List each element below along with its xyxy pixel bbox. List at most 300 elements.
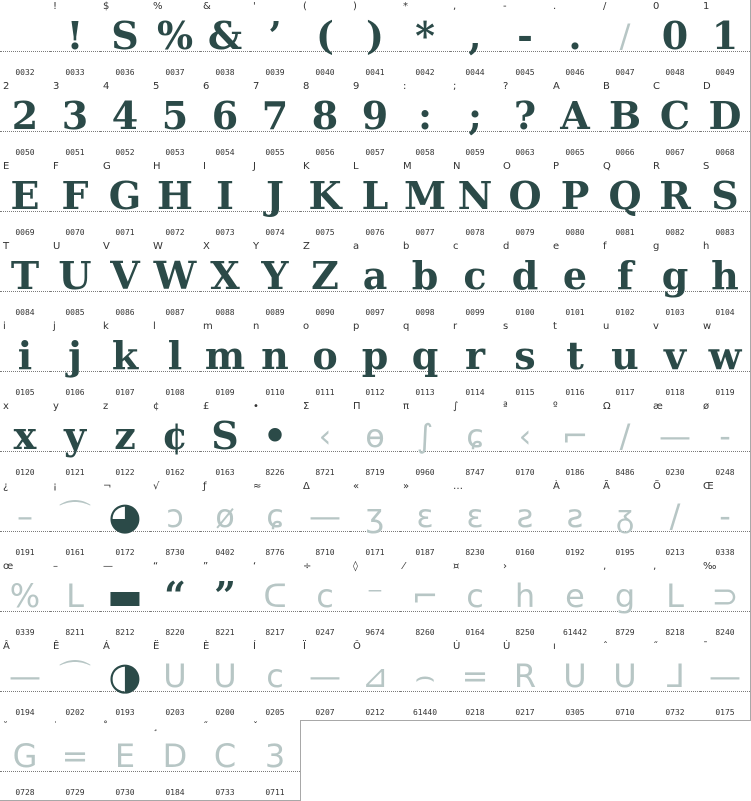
glyph-cell[interactable] [100, 160, 151, 241]
glyph-code-label: 0109 [215, 388, 235, 397]
glyph-code-label: 0960 [415, 468, 435, 477]
glyph-sample: f [616, 253, 634, 298]
glyph-cell[interactable] [0, 0, 51, 81]
glyph-character-label: ) [353, 1, 357, 12]
glyph-cell[interactable] [600, 480, 651, 561]
glyph-code-label: 0163 [215, 468, 235, 477]
glyph-sample: m [204, 333, 246, 378]
glyph-character-label: Â [3, 641, 10, 652]
glyph-code-label: 8250 [515, 628, 535, 637]
glyph-sample: : [417, 93, 433, 138]
glyph-cell[interactable] [650, 240, 701, 321]
glyph-cell[interactable] [350, 480, 401, 561]
glyph-character-label: ! [53, 1, 58, 12]
glyph-cell[interactable] [650, 480, 701, 561]
glyph-cell[interactable] [0, 480, 51, 561]
glyph-character-label: - [503, 1, 507, 12]
glyph-character-label: ¬ [103, 481, 112, 492]
glyph-sample: ᒪ [66, 577, 84, 615]
glyph-cell[interactable] [300, 320, 351, 401]
glyph-cell[interactable] [250, 720, 301, 801]
glyph-character-label: e [553, 241, 560, 252]
glyph-sample: ᑕ [263, 577, 287, 615]
glyph-cell[interactable] [300, 0, 351, 81]
glyph-character-label: Ã [603, 481, 610, 492]
glyph-code-label: 8710 [315, 548, 335, 557]
glyph-cell[interactable] [500, 640, 551, 721]
glyph-code-label: 0200 [215, 708, 235, 717]
glyph-character-label: ” [203, 561, 209, 572]
glyph-cell[interactable] [100, 240, 151, 321]
glyph-sample: ) [366, 13, 384, 58]
glyph-code-label: 0116 [565, 388, 585, 397]
glyph-cell[interactable] [450, 400, 501, 481]
glyph-sample: % [9, 577, 41, 615]
glyph-character-label: ˝ [203, 721, 208, 732]
glyph-code-label: 0114 [465, 388, 485, 397]
glyph-character-label: c [453, 241, 459, 252]
glyph-code-label: 0067 [665, 148, 685, 157]
glyph-cell[interactable] [100, 0, 151, 81]
glyph-cell[interactable] [300, 560, 351, 641]
glyph-cell[interactable] [150, 400, 201, 481]
glyph-cell[interactable] [450, 0, 501, 81]
glyph-code-label: 8220 [165, 628, 185, 637]
glyph-sample: - [517, 13, 533, 58]
glyph-code-label: 0171 [365, 548, 385, 557]
glyph-cell[interactable] [100, 640, 151, 721]
glyph-cell[interactable] [700, 160, 751, 241]
glyph-cell[interactable] [200, 480, 251, 561]
glyph-cell[interactable] [350, 160, 401, 241]
glyph-sample: T [10, 253, 40, 298]
glyph-code-label: 0050 [15, 148, 35, 157]
glyph-sample: ɕ [266, 497, 284, 535]
glyph-cell[interactable] [50, 720, 101, 801]
glyph-cell[interactable] [500, 0, 551, 81]
glyph-cell[interactable] [600, 400, 651, 481]
glyph-sample: K [308, 173, 342, 218]
glyph-sample: k [111, 333, 139, 378]
glyph-cell[interactable] [0, 320, 51, 401]
glyph-sample: M [403, 173, 447, 218]
glyph-code-label: 0041 [365, 68, 385, 77]
glyph-cell[interactable] [650, 160, 701, 241]
glyph-code-label: 0040 [315, 68, 335, 77]
glyph-cell[interactable] [50, 240, 101, 321]
glyph-code-label: 8719 [365, 468, 385, 477]
glyph-cell[interactable] [350, 240, 401, 321]
glyph-code-label: 0213 [665, 548, 685, 557]
glyph-code-label: 0218 [465, 708, 485, 717]
glyph-cell[interactable] [300, 240, 351, 321]
glyph-character-label: ∫ [453, 401, 459, 412]
glyph-code-label: 0086 [115, 308, 135, 317]
glyph-cell[interactable] [250, 0, 301, 81]
glyph-cell[interactable] [450, 640, 501, 721]
glyph-cell[interactable] [600, 80, 651, 161]
glyph-cell[interactable] [150, 0, 201, 81]
glyph-code-label: 8486 [615, 468, 635, 477]
glyph-cell[interactable] [250, 240, 301, 321]
glyph-character-label: T [3, 241, 10, 252]
glyph-cell[interactable] [50, 160, 101, 241]
glyph-character-label: F [53, 161, 59, 172]
glyph-code-label: 0098 [415, 308, 435, 317]
glyph-sample: / [669, 497, 681, 535]
glyph-cell[interactable] [450, 320, 501, 401]
glyph-cell[interactable] [350, 400, 401, 481]
glyph-character-label: g [653, 241, 660, 252]
glyph-cell[interactable] [400, 160, 451, 241]
glyph-cell[interactable] [400, 0, 451, 81]
glyph-cell[interactable] [700, 0, 751, 81]
glyph-character-label: À [553, 481, 560, 492]
glyph-cell[interactable] [0, 640, 51, 721]
glyph-sample: ᑌ [613, 657, 637, 695]
glyph-cell[interactable] [450, 560, 501, 641]
glyph-character-label: $ [103, 1, 110, 12]
glyph-character-label: 7 [253, 81, 260, 92]
glyph-cell[interactable] [200, 0, 251, 81]
glyph-cell[interactable] [300, 160, 351, 241]
glyph-character-label: k [103, 321, 109, 332]
glyph-cell[interactable] [100, 480, 151, 561]
glyph-cell[interactable] [550, 0, 601, 81]
glyph-sample: E [10, 173, 40, 218]
glyph-character-label: y [53, 401, 59, 412]
glyph-cell[interactable] [600, 640, 651, 721]
glyph-cell[interactable] [200, 160, 251, 241]
glyph-cell[interactable] [700, 480, 751, 561]
glyph-cell[interactable] [700, 80, 751, 161]
glyph-cell[interactable] [400, 240, 451, 321]
glyph-sample: c [316, 577, 334, 615]
glyph-cell[interactable] [0, 80, 51, 161]
glyph-code-label: 8776 [265, 548, 285, 557]
glyph-sample: R [513, 657, 537, 695]
glyph-code-label: 0080 [565, 228, 585, 237]
glyph-character-label: X [203, 241, 210, 252]
glyph-code-label: 0164 [465, 628, 485, 637]
glyph-cell[interactable] [500, 80, 551, 161]
glyph-code-label: 0063 [515, 148, 535, 157]
glyph-code-label: 8217 [265, 628, 285, 637]
glyph-cell[interactable] [100, 80, 151, 161]
glyph-cell[interactable] [50, 400, 101, 481]
glyph-sample: c [463, 253, 487, 298]
glyph-cell[interactable] [0, 160, 51, 241]
glyph-code-label: 0058 [415, 148, 435, 157]
glyph-cell[interactable] [150, 240, 201, 321]
glyph-cell[interactable] [500, 320, 551, 401]
glyph-cell[interactable] [100, 320, 151, 401]
glyph-cell[interactable] [550, 640, 601, 721]
glyph-cell[interactable] [650, 80, 701, 161]
glyph-cell[interactable] [700, 320, 751, 401]
glyph-code-label: 0111 [315, 388, 335, 397]
glyph-character-label: Δ [303, 481, 310, 492]
glyph-sample: - [719, 417, 731, 455]
glyph-cell[interactable] [200, 320, 251, 401]
glyph-cell[interactable] [400, 560, 451, 641]
glyph-cell[interactable] [100, 720, 151, 801]
glyph-cell[interactable] [650, 560, 701, 641]
glyph-cell[interactable] [150, 80, 201, 161]
glyph-cell[interactable] [250, 480, 301, 561]
glyph-cell[interactable] [150, 320, 201, 401]
glyph-sample: ɛ [466, 497, 484, 535]
glyph-character-label: Ï [303, 641, 306, 652]
glyph-cell[interactable] [250, 320, 301, 401]
glyph-cell[interactable] [650, 400, 701, 481]
glyph-character-label: • [253, 401, 259, 412]
glyph-cell[interactable] [350, 640, 401, 721]
glyph-code-label: 0305 [565, 708, 585, 717]
glyph-cell[interactable] [150, 560, 201, 641]
glyph-cell[interactable] [50, 0, 101, 81]
glyph-character-label: ¤ [453, 561, 460, 572]
glyph-sample: Z [311, 253, 339, 298]
glyph-sample: — [309, 497, 341, 535]
glyph-cell[interactable] [250, 160, 301, 241]
glyph-cell[interactable] [300, 400, 351, 481]
glyph-cell[interactable] [550, 560, 601, 641]
glyph-sample: ᵹ [616, 497, 634, 535]
glyph-character-label: ˆ [603, 641, 608, 652]
glyph-character-label: / [603, 1, 607, 12]
glyph-sample: ◑ [108, 653, 142, 698]
glyph-code-label: 0103 [665, 308, 685, 317]
glyph-code-label: 0081 [615, 228, 635, 237]
glyph-cell[interactable] [500, 240, 551, 321]
glyph-character-label: ( [303, 1, 307, 12]
glyph-sample: ᒪ [666, 577, 684, 615]
glyph-cell[interactable] [200, 560, 251, 641]
glyph-cell[interactable] [450, 480, 501, 561]
glyph-code-label: 0230 [665, 468, 685, 477]
glyph-character-label: Á [103, 641, 110, 652]
glyph-cell[interactable] [150, 160, 201, 241]
glyph-cell[interactable] [650, 640, 701, 721]
glyph-cell[interactable] [0, 400, 51, 481]
glyph-sample: & [207, 13, 243, 58]
glyph-sample: p [361, 333, 389, 378]
glyph-cell[interactable] [200, 240, 251, 321]
glyph-sample: S [111, 13, 139, 58]
glyph-cell[interactable] [200, 640, 251, 721]
glyph-sample: F [61, 173, 89, 218]
glyph-character-label: % [153, 1, 163, 12]
glyph-cell[interactable] [200, 720, 251, 801]
glyph-character-label: 8 [303, 81, 310, 92]
glyph-cell[interactable] [250, 560, 301, 641]
glyph-cell[interactable] [650, 0, 701, 81]
glyph-cell[interactable] [50, 80, 101, 161]
glyph-cell[interactable] [100, 560, 151, 641]
glyph-cell[interactable] [100, 400, 151, 481]
glyph-character-label: ‚ [653, 561, 657, 572]
glyph-cell[interactable] [450, 240, 501, 321]
glyph-character-label: & [203, 1, 211, 12]
glyph-cell[interactable] [200, 400, 251, 481]
glyph-cell[interactable] [400, 400, 451, 481]
glyph-cell[interactable] [500, 160, 551, 241]
glyph-character-label: 6 [203, 81, 210, 92]
glyph-cell[interactable] [700, 240, 751, 321]
glyph-character-label: H [153, 161, 161, 172]
glyph-cell[interactable] [150, 720, 201, 801]
glyph-cell[interactable] [350, 80, 401, 161]
glyph-cell[interactable] [0, 560, 51, 641]
glyph-code-label: 0117 [615, 388, 635, 397]
glyph-cell[interactable] [400, 320, 451, 401]
glyph-cell[interactable] [600, 160, 651, 241]
glyph-sample: D [162, 737, 188, 775]
glyph-character-label: ¯ [703, 641, 708, 652]
glyph-code-label: 0045 [515, 68, 535, 77]
glyph-sample: ᒧ [665, 657, 685, 695]
glyph-code-label: 0072 [165, 228, 185, 237]
glyph-cell[interactable] [50, 480, 101, 561]
glyph-character-label: Ë [153, 641, 160, 652]
glyph-cell[interactable] [600, 560, 651, 641]
glyph-sample: y [63, 413, 87, 458]
glyph-character-label: Œ [703, 481, 714, 492]
glyph-cell[interactable] [0, 720, 51, 801]
glyph-character-label: – [53, 561, 58, 572]
glyph-character-label: ‚ [603, 561, 607, 572]
glyph-character-label: q [403, 321, 410, 332]
glyph-sample: g [661, 253, 689, 298]
glyph-cell[interactable] [350, 560, 401, 641]
glyph-code-label: 0079 [515, 228, 535, 237]
glyph-sample: C [659, 93, 691, 138]
glyph-character-label: . [553, 1, 557, 12]
glyph-code-label: 8747 [465, 468, 485, 477]
glyph-sample: c [466, 577, 484, 615]
glyph-cell[interactable] [350, 320, 401, 401]
glyph-cell[interactable] [550, 160, 601, 241]
glyph-code-label: 0120 [15, 468, 35, 477]
glyph-character-label: W [153, 241, 163, 252]
glyph-sample: — [9, 657, 41, 695]
glyph-cell[interactable] [50, 640, 101, 721]
glyph-character-label: ƒ [203, 481, 207, 492]
glyph-sample [0, 14, 50, 58]
glyph-character-label: E [3, 161, 10, 172]
glyph-code-label: 0075 [315, 228, 335, 237]
glyph-cell[interactable] [500, 480, 551, 561]
glyph-cell[interactable] [600, 240, 651, 321]
glyph-sample: - [719, 497, 731, 535]
glyph-sample: ᑌ [563, 657, 587, 695]
glyph-cell[interactable] [0, 240, 51, 321]
glyph-sample: 7 [261, 93, 289, 138]
glyph-cell[interactable] [300, 640, 351, 721]
glyph-character-label: 3 [53, 81, 60, 92]
glyph-code-label: 0083 [715, 228, 735, 237]
glyph-cell[interactable] [550, 320, 601, 401]
glyph-cell[interactable] [200, 80, 251, 161]
glyph-code-label: 0071 [115, 228, 135, 237]
glyph-code-label: 8218 [665, 628, 685, 637]
glyph-cell[interactable] [300, 80, 351, 161]
glyph-code-label: 8721 [315, 468, 335, 477]
glyph-character-label: x [3, 401, 9, 412]
glyph-cell[interactable] [450, 160, 501, 241]
glyph-character-label: › [503, 561, 507, 572]
glyph-cell[interactable] [700, 640, 751, 721]
glyph-character-label: 4 [103, 81, 110, 92]
glyph-sample: ⁻ [366, 577, 384, 615]
glyph-cell[interactable] [550, 240, 601, 321]
glyph-code-label: 0207 [315, 708, 335, 717]
glyph-cell[interactable] [650, 320, 701, 401]
glyph-cell[interactable] [550, 80, 601, 161]
glyph-code-label: 0711 [265, 788, 285, 797]
glyph-character-label: º [553, 401, 558, 412]
glyph-sample: — [309, 657, 341, 695]
glyph-cell[interactable] [400, 80, 451, 161]
glyph-sample: l [167, 333, 183, 378]
glyph-cell[interactable] [450, 80, 501, 161]
glyph-cell[interactable] [250, 80, 301, 161]
glyph-cell[interactable] [250, 640, 301, 721]
glyph-code-label: 0068 [715, 148, 735, 157]
glyph-code-label: 0338 [715, 548, 735, 557]
glyph-cell[interactable] [50, 560, 101, 641]
glyph-character-label: w [703, 321, 712, 332]
glyph-cell[interactable] [600, 0, 651, 81]
glyph-cell[interactable] [250, 400, 301, 481]
glyph-cell[interactable] [600, 320, 651, 401]
glyph-code-label: 8230 [465, 548, 485, 557]
glyph-cell[interactable] [350, 0, 401, 81]
glyph-sample: ɔ [166, 497, 184, 535]
glyph-cell[interactable] [50, 320, 101, 401]
glyph-cell[interactable] [550, 480, 601, 561]
glyph-character-label: Σ [303, 401, 310, 412]
glyph-sample: D [708, 93, 742, 138]
glyph-cell[interactable] [500, 400, 551, 481]
glyph-character-label: Y [253, 241, 260, 252]
glyph-code-label: 0088 [215, 308, 235, 317]
glyph-sample: . [568, 13, 582, 58]
glyph-code-label: 0172 [115, 548, 135, 557]
glyph-code-label: 0202 [65, 708, 85, 717]
glyph-cell[interactable] [300, 480, 351, 561]
glyph-cell[interactable] [400, 480, 451, 561]
glyph-cell[interactable] [550, 400, 601, 481]
glyph-cell[interactable] [700, 400, 751, 481]
glyph-character-label: Ê [53, 641, 60, 652]
glyph-sample: % [156, 13, 194, 58]
glyph-code-label: 0033 [65, 68, 85, 77]
glyph-code-label: 0122 [115, 468, 135, 477]
glyph-cell[interactable] [150, 480, 201, 561]
glyph-code-label: 0101 [565, 308, 585, 317]
glyph-cell[interactable] [500, 560, 551, 641]
glyph-code-label: 0205 [265, 708, 285, 717]
glyph-character-label: Π [353, 401, 361, 412]
glyph-sample: O [508, 173, 542, 218]
glyph-cell[interactable] [150, 640, 201, 721]
glyph-sample: = [61, 737, 89, 775]
glyph-character-label: Ù [503, 641, 511, 652]
glyph-cell[interactable] [400, 640, 451, 721]
glyph-cell[interactable] [700, 560, 751, 641]
